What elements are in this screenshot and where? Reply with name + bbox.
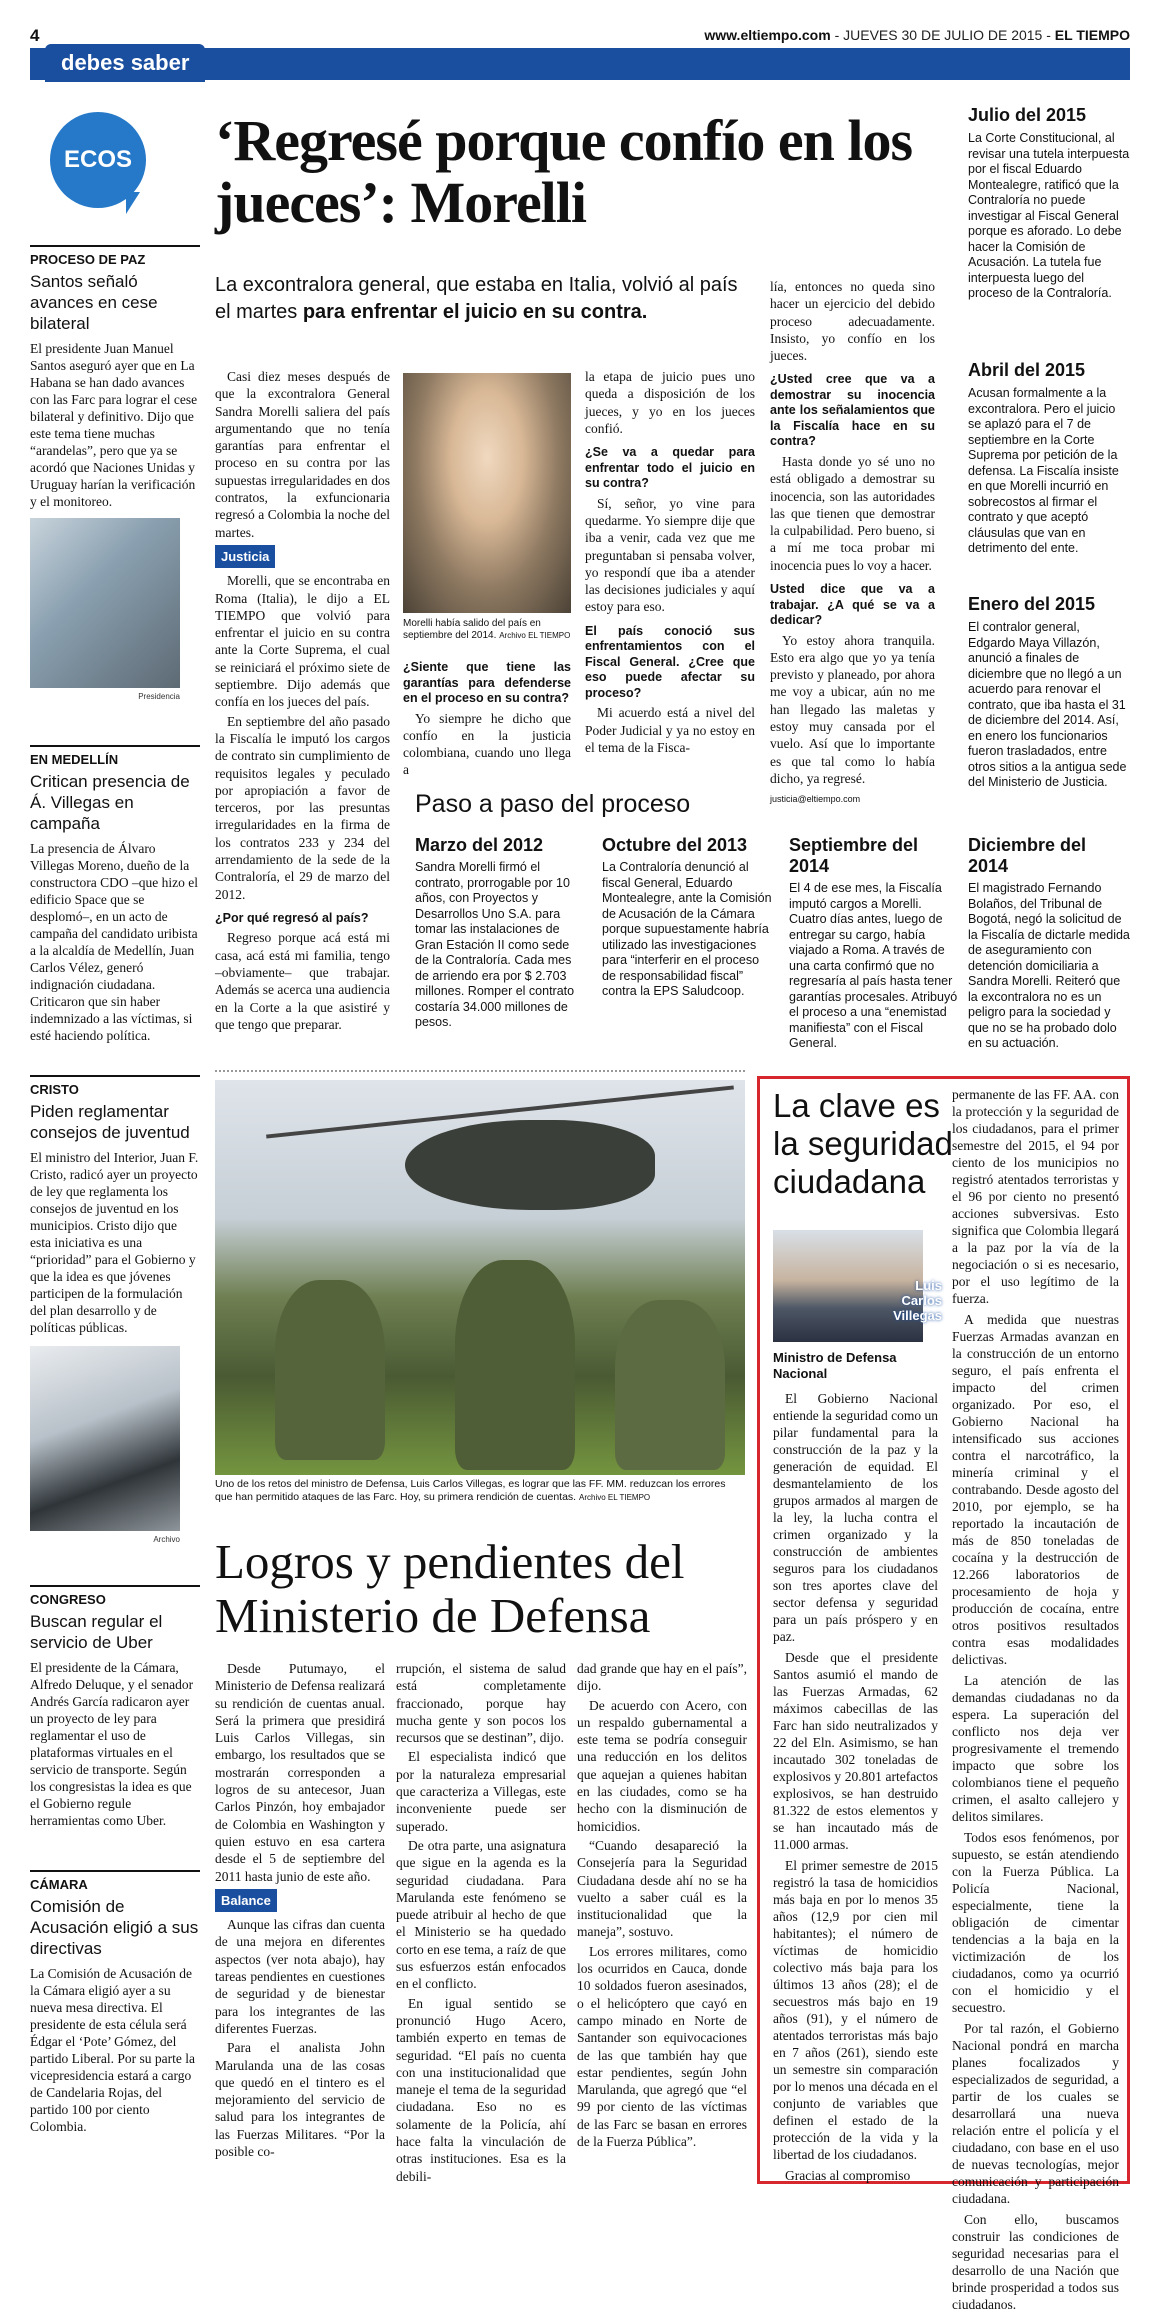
paragraph: A medida que nuestras Fuerzas Armadas avanzan en la construcción de un entorno seguro, el país enfrenta el impacto del crimen organizado. Por eso, el Gobierno Nacional ha intensificado sus acciones contra el narcotráfico, la minería criminal y el contrabando. Desde agosto del 2010, por ejemplo, se ha reportado la incautación de más de 850 toneladas de cocaína y la destrucción de 12.266 laboratorios de procesamiento de hoja y producción de cocaína, entre otros positivos resultados contra esas modalidades delictivas.: [952, 1312, 1119, 1667]
page-header: [30, 26, 1130, 46]
author-role: Ministro de Defensa Nacional: [773, 1350, 897, 1381]
timeline-item: [968, 360, 1130, 557]
paper-name: EL TIEMPO: [1054, 27, 1130, 43]
article-column-1: [215, 1660, 385, 2162]
ecos-body: La Comisión de Acusación de la Cámara eligió ayer a su nueva mesa directiva. El presidente de esta célula será Édgar el ‘Pote’ Gómez, del partido Liberal. Por su parte la vicepresidencia estará a cargo de Candelaria Rojas, del partido 100 por ciento Colombia.: [30, 1966, 195, 2134]
ecos-badge: ECOS: [50, 112, 146, 208]
helicopter: [405, 1120, 655, 1210]
issue-date: JUEVES 30 DE JULIO DE 2015: [843, 27, 1043, 43]
paragraph: “Cuando desapareció la Consejería para la Seguridad Ciudadana desde ahí no se ha vuelto a saber cuál es la institucionalidad que la maneja”, sostuvo.: [577, 1837, 747, 1940]
timeline-body: El contralor general, Edgardo Maya Villazón, anunció a finales de diciembre que no llegó a un acuerdo para renovar el contrato, que iba hasta el 31 de diciembre del 2014. Así, en enero los funcionarios fueron trasladados, entre otros sitios a la antigua sede del Ministerio de Justicia.: [968, 620, 1127, 789]
step-date: Marzo del 2012: [415, 835, 544, 855]
tag-wrap: [215, 545, 390, 568]
timeline-date: Enero del 2015: [968, 594, 1096, 614]
photo-caption: [403, 618, 571, 642]
ecos-item: [30, 1585, 200, 1829]
timeline-item: [968, 594, 1130, 791]
paragraph: La atención de las demandas ciudadanas no da espera. La superación del conflicto nos deja ver progresivamente el tremendo impacto que sobre los colombianos tiene el pequeño crimen, el asalto callejero y delitos similares.: [952, 1673, 1119, 1824]
author-name: Luis Carlos Villegas: [893, 1278, 942, 1323]
paragraph: De acuerdo con Acero, con un respaldo gubernamental a este tema se podría conseguir una reducción en los delitos que aquejan a quienes habitan en las ciudades, como se ha hecho con la disminución de homicidios.: [577, 1697, 747, 1834]
soldier: [275, 1280, 385, 1460]
paragraph: Regreso porque acá está mi casa, acá está mi familia, tengo –obviamente– que trabajar. Además se acerca una audiencia en la Corte a la que asistiré y que tengo que preparar.: [215, 930, 390, 1032]
caption-text: Uno de los retos del ministro de Defensa, Luis Carlos Villegas, es lograr que las FF. MM. reduzcan los errores que han permitido ataques de las Farc. Hoy, su primera rendición de cuentas.: [215, 1478, 726, 1503]
step-date: Octubre del 2013: [602, 835, 748, 855]
ecos-headline: Buscan regular el servicio de Uber: [30, 1612, 163, 1652]
paragraph: dad grande que hay en el país”, dijo.: [577, 1661, 747, 1694]
opinion-column-2: [952, 1086, 1119, 2317]
paragraph: Desde que el presidente Santos asumió el mando de las Fuerzas Armadas, 62 máximos cabecillas de las Farc han sido neutralizados y 22 del Eln. Asimismo, se han incautado 302 toneladas de explosivos y 20.801 artefactos explosivos, se han destruido 81.322 de estos elementos y se han incautado más de 11.000 armas.: [773, 1650, 938, 1852]
ecos-kicker: CÁMARA: [30, 1870, 200, 1893]
step-body: El magistrado Fernando Bolaños, del Tribunal de Bogotá, negó la solicitud de la Fiscalía de dictarle medida de aseguramiento con detención domiciliaria a Sandra Morelli. Reiteró que la excontralora no es un peligro para la sociedad y que no se ha probado dolo en su actuación.: [968, 881, 1130, 1050]
ecos-body: El presidente Juan Manuel Santos aseguró ayer que en La Habana se han dado avances con las Farc para lograr el cese bilateral y definitivo. Dijo que este tema tiene muchas “arandelas”, pero que ya se acordó que Naciones Unidas y Uruguay harían la verificación y el monitoreo.: [30, 341, 198, 509]
article-headline: Logros y pendientes del Ministerio de Defensa: [215, 1534, 685, 1643]
site-url[interactable]: www.eltiempo.com: [704, 27, 831, 43]
process-step: [415, 835, 585, 1031]
section-tag: Balance: [215, 1889, 277, 1912]
article-column-2: [396, 1660, 566, 2187]
ecos-kicker: CRISTO: [30, 1075, 200, 1098]
paragraph: Para el analista John Marulanda una de las cosas que quedó en el tintero es el mejoramiento del servicio de salud para los integrantes de las Fuerzas Militares. “Por la posible co-: [215, 2040, 385, 2160]
caption-credit: Archivo EL TIEMPO: [579, 1493, 651, 1502]
interview-question: ¿Usted cree que va a demostrar su inocencia ante los señalamientos que la Fiscalía hace en su contra?: [770, 372, 935, 449]
paragraph: El primer semestre de 2015 registró la tasa de homicidios más baja en por lo menos 35 años (12,9 por cien mil habitantes); el número de víctimas de homicidio colectivo más baja para los últimos 13 años (28); el de secuestros más bajo en 19 años (91), y el número de atentados terroristas más bajo en 7 años (261), siendo este un semestre sin comparación por lo menos una década en el conjunto de variables que definen el estado de la protección de la vida y la libertad de los ciudadanos.: [773, 1858, 938, 2162]
deck-bold-text: para enfrentar el juicio en su contra.: [302, 301, 648, 323]
ecos-headline: Piden reglamentar consejos de juventud: [30, 1102, 190, 1142]
ecos-item: [30, 1075, 200, 1548]
paragraph: Yo siempre he dicho que confío en la justicia colombiana, cuando uno llega a: [403, 710, 571, 778]
uber-phone-photo: [30, 1346, 180, 1531]
paragraph: Por tal razón, el Gobierno Nacional pondrá en marcha planes focalizados y especializados de seguridad, a partir de los cuales se desarrollará una nueva relación entre el policía y el ciudadano, con base en el uso de nuevas tecnologías, mejor comunicación y participación ciudadana.: [952, 2021, 1119, 2206]
step-body: El 4 de ese mes, la Fiscalía imputó cargos a Morelli. Cuatro días antes, luego de entregar su cargo, había viajado a Roma. A través de una carta confirmó que no regresaría al país hasta tener garantías procesales. Atribuyó el proceso a una “enemistad manifiesta” con el Fiscal General.: [789, 881, 958, 1050]
timeline-body: Acusan formalmente a la excontralora. Pero el juicio se aplazó para el 7 de septiembre en la Corte Suprema por petición de la defensa. La Fiscalía insiste en que Morelli incurrió en sobrecostos al firmar el contrato y que aceptó cláusulas que van en detrimento del ente.: [968, 386, 1119, 555]
paragraph: En septiembre del año pasado la Fiscalía le imputó los cargos de contrato sin cumplimiento de requisitos legales y peculado por apropiación a favor de terceros, por las presuntas irregularidades en la firma de los contratos 233 y 234 del arrendamiento de la sede de la Contraloría, el 29 de marzo del 2012.: [215, 713, 390, 902]
opinion-headline: La clave es la seguridad ciudadana: [773, 1087, 953, 1200]
ecos-kicker: CONGRESO: [30, 1585, 200, 1608]
paragraph: Gracias al compromiso: [785, 2168, 911, 2183]
photo-credit: Archivo: [153, 1535, 180, 1544]
ecos-kicker: EN MEDELLÍN: [30, 745, 200, 768]
ecos-headline: Critican presencia de Á. Villegas en campaña: [30, 772, 190, 833]
morelli-photo: [403, 373, 571, 613]
opinion-column-1: [773, 1390, 938, 2188]
timeline-body: La Corte Constitucional, al revisar una tutela interpuesta por el fiscal Eduardo Montealegre, ratificó que la Contraloría no puede investigar al Fiscal General porque es aforado. Lo debe hacer la Comisión de Acusación. La tutela fue interpuesta luego del proceso de la Contraloría.: [968, 131, 1130, 300]
timeline-date: Julio del 2015: [968, 105, 1087, 125]
process-step: [602, 835, 772, 1000]
interview-question: ¿Se va a quedar para enfrentar todo el juicio en su contra?: [585, 445, 755, 491]
ecos-item: [30, 1870, 200, 2135]
paragraph: Mi acuerdo está a nivel del Poder Judicial y ya no estoy en el tema de la Fisca-: [585, 705, 755, 755]
section-tag: Justicia: [215, 545, 275, 568]
ecos-headline: Comisión de Acusación eligió a sus directivas: [30, 1897, 199, 1958]
paragraph: rrupción, el sistema de salud está completamente fraccionado, porque hay mucha gente y son pocos los recursos que se destinan”, dijo.: [396, 1661, 566, 1746]
paragraph: la etapa de juicio pues uno queda a disposición de los jueces, y yo en los jueces confió.: [585, 369, 755, 436]
paragraph: Desde Putumayo, el Ministerio de Defensa realizará su rendición de cuentas anual. Será la primera que presidirá Luis Carlos Villegas, sin embargo, los resultados que se mostrarán corresponden a logros de su antecesor, Juan Carlos Pinzón, hoy embajador de Colombia en Washington y quien estuvo en esa cartera desde el 5 de septiembre del 2011 hasta junio de este año.: [215, 1661, 385, 1884]
interview-question: ¿Por qué regresó al país?: [215, 910, 369, 925]
santos-photo: [30, 518, 180, 688]
article-headline: ‘Regresé porque confío en los jueces’: Morelli: [215, 108, 913, 235]
paragraph: Todos esos fenómenos, por supuesto, se están atendiendo con la Fuerza Pública. La Policía Nacional, especialmente, tiene la obligación de cimentar tendencias a la baja en la victimización de los ciudadanos, como ya ocurrió con el homicidio y el secuestro.: [952, 1830, 1119, 2015]
timeline-date: Abril del 2015: [968, 360, 1086, 380]
paragraph: lía, entonces no queda sino hacer un ejercicio del debido proceso adecuadamente. Insisto, yo confío en los jueces.: [770, 279, 935, 364]
ecos-body: La presencia de Álvaro Villegas Moreno, dueño de la constructora CDO –que hizo el edificio Space que se desplomó–, en un acto de campaña del candidato uribista a la alcaldía de Medellín, Juan Carlos Vélez, generó indignación ciudadana. Criticaron que sin haber indemnizado a las víctimas, si esté haciendo política.: [30, 841, 198, 1043]
ecos-item: [30, 245, 200, 705]
article-column-3: [577, 1660, 747, 2152]
interview-question: Usted dice que va a trabajar. ¿A qué se va a dedicar?: [770, 582, 935, 628]
paragraph: Morelli, que se encontraba en Roma (Italia), le dijo a EL TIEMPO que volvió para enfrentar el juicio en su contra ante la Corte Suprema, el cual se reiniciará el próximo siete de septiembre. Dijo además que confía en los jueces del país.: [215, 573, 390, 710]
speech-bubble-tail-icon: [126, 192, 140, 214]
author-email[interactable]: justicia@eltiempo.com: [770, 794, 861, 805]
article-column-4: [770, 278, 935, 811]
section-tab: debes saber: [45, 44, 205, 82]
ecos-column: [30, 100, 200, 2185]
paragraph: Con ello, buscamos construir las condiciones de seguridad necesarias para el desarrollo de una Nación que brinde prosperidad a todos sus ciudadanos.: [952, 2212, 1119, 2312]
paragraph: Sí, señor, yo vine para quedarme. Yo siempre dije que iba a venir, cada vez que me preguntaban si pensaba volver, yo respondí que iba a atender las decisiones judiciales y aquí estoy para eso.: [585, 495, 755, 615]
soldier: [615, 1300, 725, 1470]
deck-text: La excontralora general, que estaba en Italia, volvió al país el martes: [215, 274, 738, 323]
photo-credit: Presidencia: [138, 692, 180, 701]
caption-credit: Archivo EL TIEMPO: [499, 631, 571, 640]
paragraph: Aunque las cifras dan cuenta de una mejora en diferentes aspectos (ver nota abajo), hay tareas pendientes en cuestiones de seguridad y de bienestar para los integrantes de las diferentes Fuerzas.: [215, 1917, 385, 2036]
step-body: La Contraloría denunció al fiscal General, Eduardo Montealegre, ante la Comisión de Acusación de la Cámara porque supuestamente habría utilizado las investigaciones para “interferir en el proceso de responsabilidad fiscal” contra la EPS Saludcoop.: [602, 860, 772, 998]
interview-question: ¿Siente que tiene las garantías para defenderse en el proceso en su contra?: [403, 660, 571, 705]
process-step: [968, 835, 1130, 1052]
paragraph: En igual sentido se pronunció Hugo Acero, también experto en temas de seguridad. “El país no cuenta con una institucionalidad que maneje el tema de la seguridad ciudadana. Eso no es solamente de la Policía, ahí hace falta la vinculación de otras instituciones. Esa es la debili-: [396, 1995, 566, 2184]
section-divider: [215, 1070, 745, 1072]
ecos-body: El presidente de la Cámara, Alfredo Deluque, y el senador Andrés García radicaron ayer un proyecto de ley para reglamentar el uso de plataformas virtuales en el servicio de transporte. Según los congresistas la idea es que el Gobierno regule herramientas como Uber.: [30, 1660, 194, 1828]
military-photo: [215, 1080, 745, 1475]
paragraph: permanente de las FF. AA. con la protección y la seguridad de los ciudadanos, para el primer semestre del 2015, el 94 por ciento de los municipios no registró atentados terroristas y el 96 por ciento no presentó acciones subversivas. Esto significa que Colombia llegará a la paz por la vía de la negociación o si es necesario, por el uso legítimo de la fuerza.: [952, 1087, 1119, 1306]
page-number: 4: [30, 26, 40, 45]
paragraph: Yo estoy ahora tranquila. Esto era algo que yo ya tenía previsto y planeado, por ahora me voy a ubicar, aún no me han llegado las maletas y estoy muy cansada por el vuelo. Así que lo importante es que tal como lo había dicho, ya regresé.: [770, 632, 935, 786]
ecos-item: [30, 745, 200, 1044]
ecos-kicker: PROCESO DE PAZ: [30, 245, 200, 268]
header-dateline: www.eltiempo.com - JUEVES 30 DE JULIO DE 2015 - EL TIEMPO: [704, 27, 1130, 43]
paragraph: Los errores militares, como los ocurridos en Cauca, donde 10 soldados fueron asesinados, o el helicóptero que cayó en campo minado en Norte de Santander son equivocaciones de las que también hay que estar pendientes, según John Marulanda, que agregó que “el 99 por ciento de las víctimas de las Farc se basan en errores de la Fuerza Pública”.: [577, 1943, 747, 2150]
step-date: Septiembre del 2014: [789, 835, 919, 876]
paragraph: El especialista indicó que por la naturaleza empresarial que caracteriza a Villegas, este inconveniente puede ser superado.: [396, 1749, 566, 1834]
caption-text: Morelli había salido del país en septiembre del 2014.: [403, 618, 541, 641]
interview-question: El país conoció sus enfrentamientos con el Fiscal General. ¿Cree que eso puede afectar su proceso?: [585, 623, 755, 700]
timeline-item: [968, 105, 1130, 302]
tag-wrap: [215, 1889, 385, 1912]
ecos-body: El ministro del Interior, Juan F. Cristo, radicó ayer un proyecto de ley que reglamenta los consejos de juventud en los municipios. Cristo dijo que esta iniciativa es una “prioridad” para el Gobierno y que la idea es que jóvenes participen de la formulación del plan desarrollo y de políticas públicas.: [30, 1150, 199, 1335]
process-step: [789, 835, 959, 1052]
step-body: Sandra Morelli firmó el contrato, prorrogable por 10 años, con Proyectos y Desarrollos Uno S.A. para tomar las instalaciones de Gran Estación II como sede de la Contraloría. Cada mes de arriendo era por $ 2.703 millones. Romper el contrato costaría 34.000 millones de pesos.: [415, 860, 575, 1029]
paragraph: Hasta donde yo sé uno no está obligado a demostrar su inocencia, son las autoridades las que tienen que demostrar la culpabilidad. Pero bueno, si a mí me toca probar mi inocencia pues lo voy a hacer.: [770, 453, 935, 573]
paragraph: De otra parte, una asignatura que sigue en la agenda es la seguridad ciudadana. Para Marulanda este fenómeno se puede atribuir al hecho de que el Ministerio se ha quedado corto en ese tema, a raíz de que sus esfuerzos están enfocados en el conflicto.: [396, 1837, 566, 1992]
article-column-2: [403, 660, 571, 781]
photo-caption: [215, 1478, 745, 1504]
article-column-3: [585, 368, 755, 758]
article-column-1: [215, 368, 390, 1035]
paragraph: Casi diez meses después de que la excontralora General Sandra Morelli saliera del país argumentando que no tenía garantías para enfrentar el proceso en su contra por las supuestas irregularidades en dos contratos, la exfuncionaria regresó a Colombia la noche del martes.: [215, 369, 390, 540]
article-deck: [215, 272, 750, 326]
timeline-title: Paso a paso del proceso: [415, 790, 691, 818]
ecos-headline: Santos señaló avances en cese bilateral: [30, 272, 158, 333]
soldier: [455, 1260, 575, 1470]
step-date: Diciembre del 2014: [968, 835, 1087, 876]
paragraph: El Gobierno Nacional entiende la seguridad como un pilar fundamental para la construcción de la paz y la generación de equidad. El desmantelamiento de los grupos armados al margen de la ley, la lucha contra el crimen organizado y la construcción de ambientes seguros para los ciudadanos son tres aportes clave del sector defensa y seguridad para un país próspero y en paz.: [773, 1391, 938, 1644]
